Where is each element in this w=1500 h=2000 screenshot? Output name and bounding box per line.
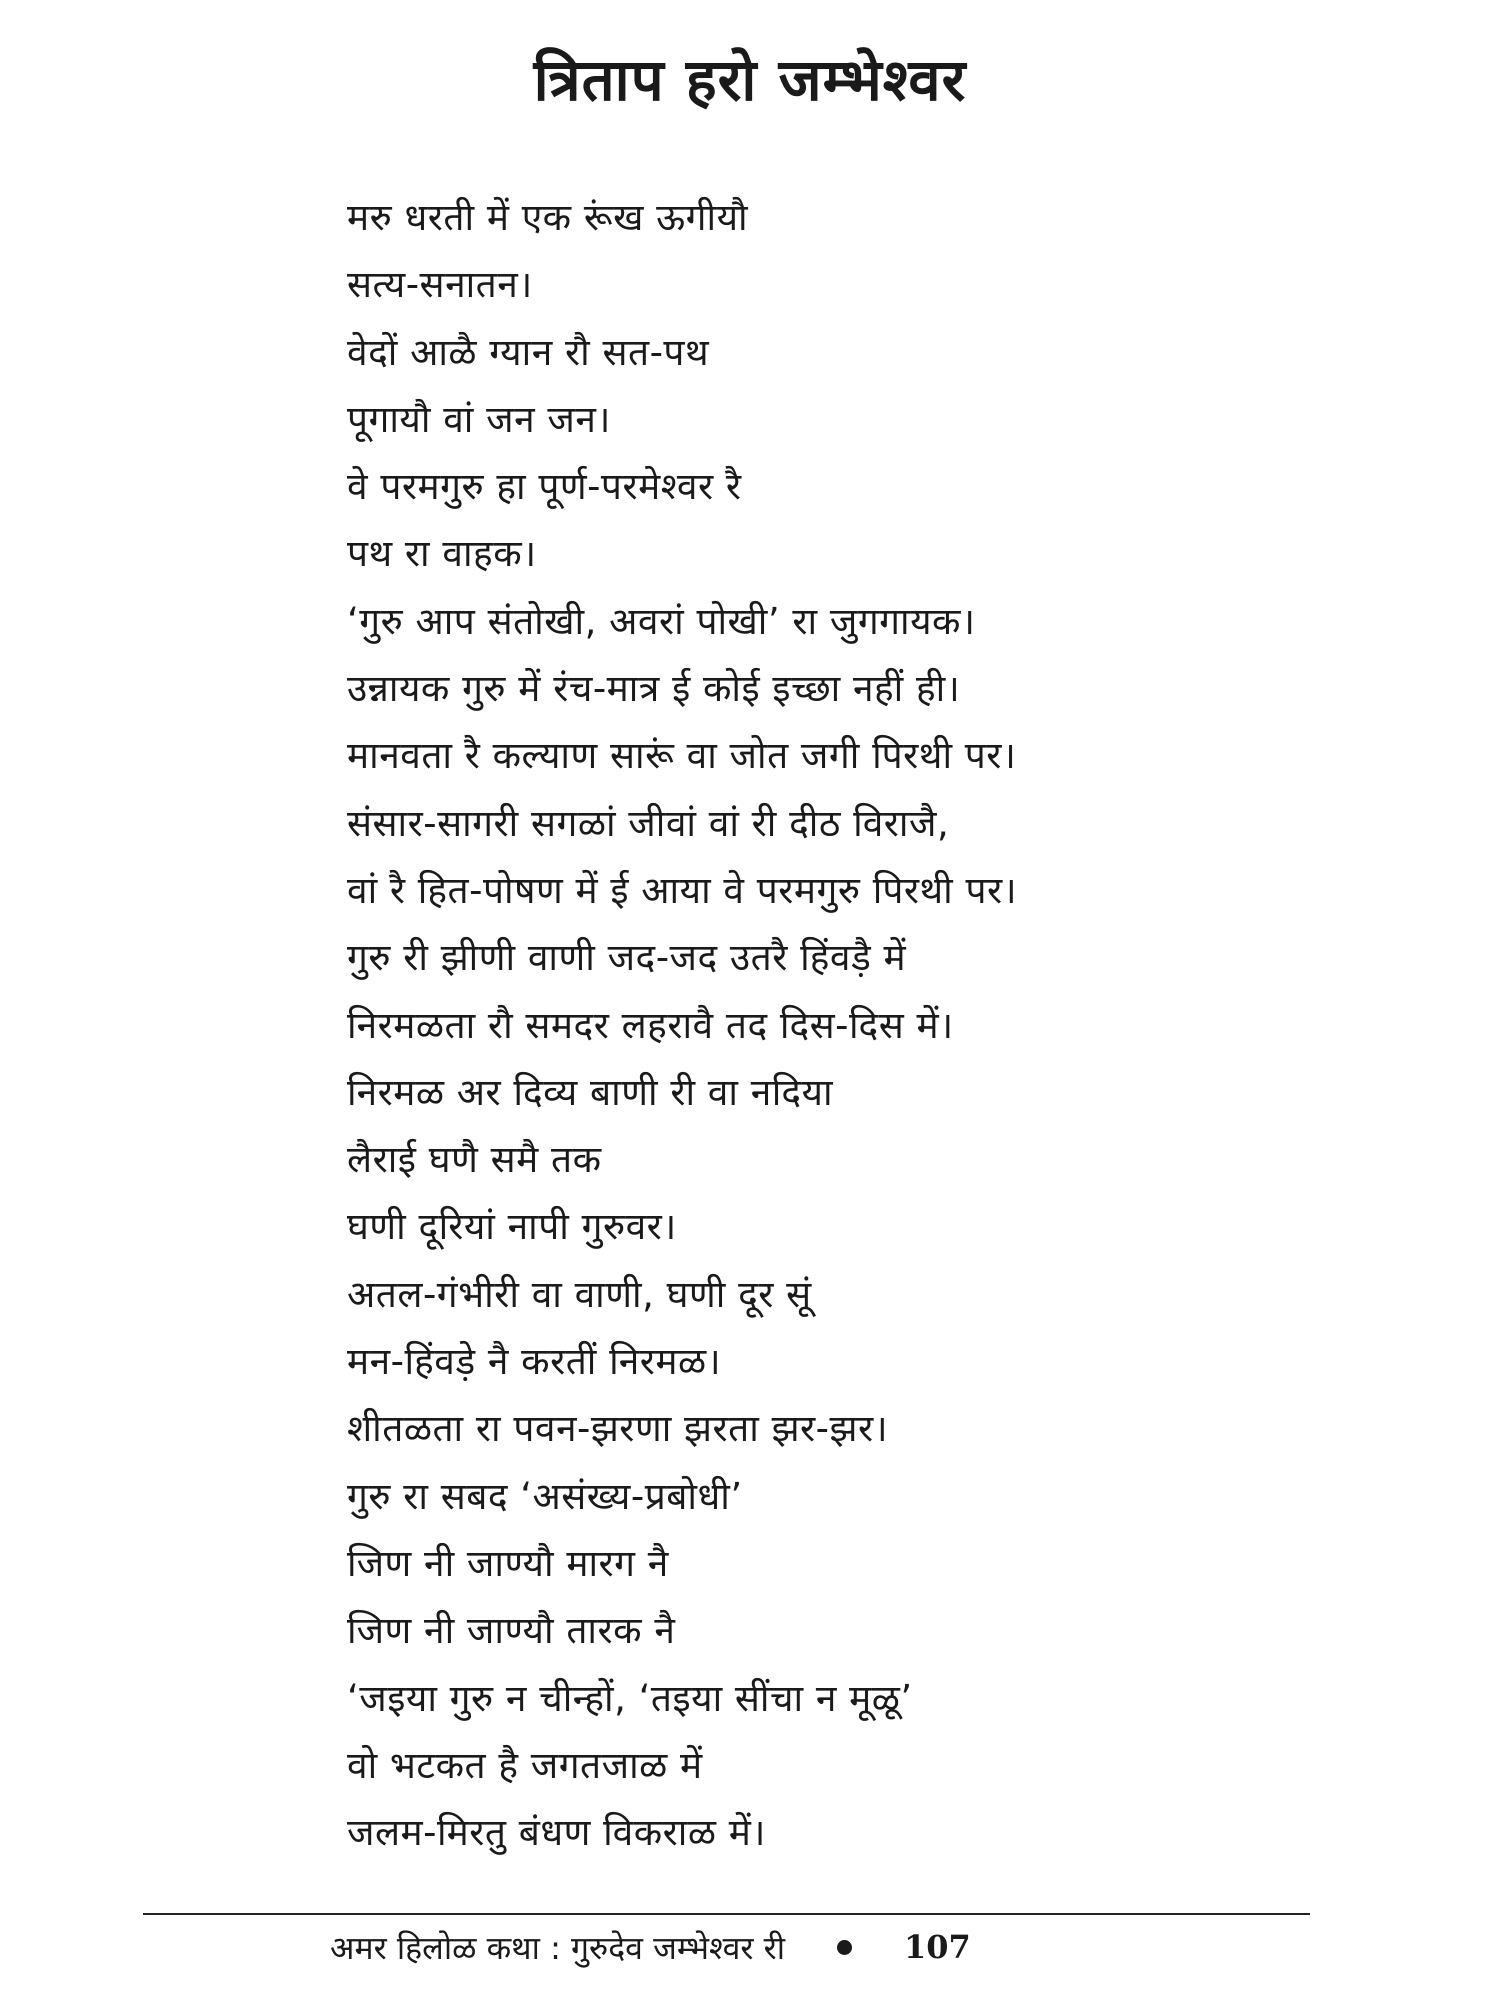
poem-line: गुरु री झीणी वाणी जद-जद उतरै हिंवड़ै में [347,936,907,980]
poem-line: संसार-सागरी सगळां जीवां वां री दीठ विराजै, [347,801,950,845]
bullet-icon [837,1940,852,1955]
poem-line: शीतळता रा पवन-झरणा झरता झर-झर। [347,1407,889,1451]
poem-line: ‘गुरु आप संतोखी, अवरां पोखी’ रा जुगगायक। [347,599,976,643]
poem-line: वो भटकत है जगतजाळ में [347,1743,703,1787]
poem-line: पथ रा वाहक। [347,532,537,576]
poem-line: वे परमगुरु हा पूर्ण-परमेश्वर रै [347,465,742,509]
poem-line: ‘जइया गुरु न चीन्हों, ‘तइया सींचा न मूळू’ [347,1676,913,1720]
footer-divider [143,1913,1310,1915]
page-number: 107 [904,1928,971,1966]
poem-line: जिण नी जाण्यौ मारग नै [347,1541,669,1585]
page-title: त्रिताप हरो जम्भेश्वर [533,46,967,114]
poem-line: वां रै हित-पोषण में ई आया वे परमगुरु पिरथी पर। [347,868,1018,912]
poem-line: निरमळता रौ समदर लहरावै तद दिस-दिस में। [347,1003,954,1047]
poem-line: गुरु रा सबद ‘असंख्य-प्रबोधी’ [347,1474,743,1518]
poem-line: घणी दूरियां नापी गुरुवर। [347,1205,677,1249]
poem-line: सत्य-सनातन। [347,263,533,307]
poem-body [347,184,1367,1866]
poem-line: जलम-मिरतु बंधण विकराळ में। [347,1811,766,1855]
poem-line: पूगायौ वां जन जन। [347,397,611,441]
poem-line: मन-हिंवड़े नै करतीं निरमळ। [347,1340,722,1384]
poem-line: मानवता रै कल्याण सारूं वा जोत जगी पिरथी पर। [347,734,1017,778]
poem-line: उन्नायक गुरु में रंच-मात्र ई कोई इच्छा नहीं ही। [347,667,961,711]
poem-line: लैराई घणै समै तक [347,1138,602,1182]
footer-book-title: अमर हिलोळ कथा : गुरुदेव जम्भेश्वर री [330,1928,786,1967]
poem-line: अतल-गंभीरी वा वाणी, घणी दूर सूं [347,1272,812,1316]
poem-line: जिण नी जाण्यौ तारक नै [347,1609,676,1653]
poem-line: निरमळ अर दिव्य बाणी री वा नदिया [347,1070,834,1114]
poem-line: वेदों आळै ग्यान रौ सत-पथ [347,330,710,374]
poem-line: मरु धरती में एक रूंख ऊगीयौ [347,196,749,239]
page-footer [330,1917,1230,1977]
